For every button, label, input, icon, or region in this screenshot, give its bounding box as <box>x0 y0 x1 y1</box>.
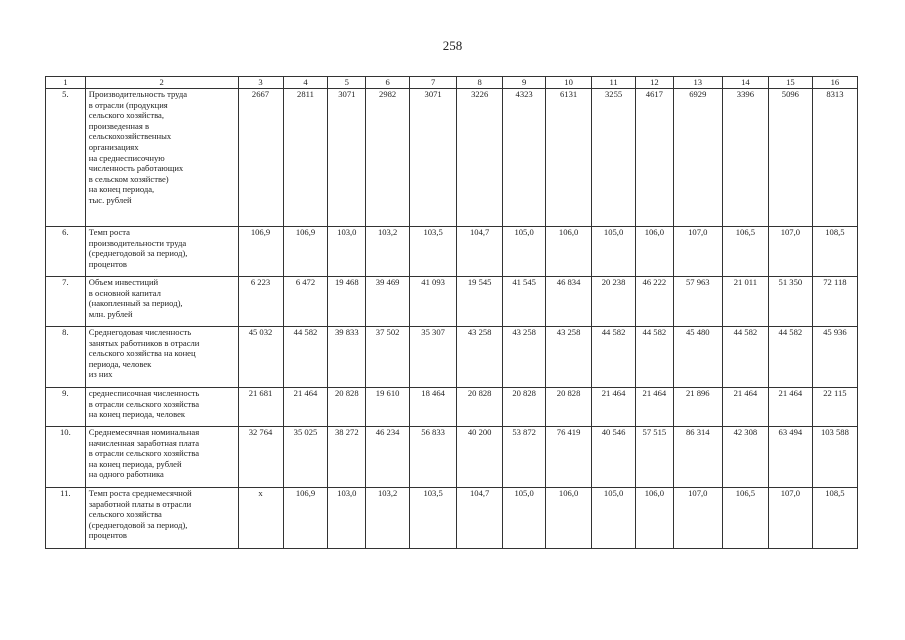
column-number: 16 <box>812 77 857 89</box>
value-cell: 21 681 <box>238 388 283 427</box>
value-cell: 76 419 <box>546 427 592 488</box>
row-number: 6. <box>46 227 86 277</box>
value-cell: 105,0 <box>592 227 636 277</box>
column-number: 15 <box>768 77 812 89</box>
indicator-name: Темп роста среднемесячной заработной платы в отрасли сельского хозяйства (среднегодовой за период), процентов <box>85 488 238 549</box>
value-cell: x <box>238 488 283 549</box>
value-cell: 20 828 <box>328 388 366 427</box>
value-cell: 38 272 <box>328 427 366 488</box>
value-cell: 32 764 <box>238 427 283 488</box>
value-cell: 2982 <box>366 89 410 227</box>
value-cell: 21 464 <box>283 388 328 427</box>
column-number: 5 <box>328 77 366 89</box>
value-cell: 35 307 <box>410 327 457 388</box>
value-cell: 107,0 <box>673 227 722 277</box>
row-number: 8. <box>46 327 86 388</box>
value-cell: 4617 <box>636 89 674 227</box>
value-cell: 2667 <box>238 89 283 227</box>
value-cell: 20 238 <box>592 277 636 327</box>
value-cell: 21 464 <box>722 388 768 427</box>
column-number: 7 <box>410 77 457 89</box>
value-cell: 19 545 <box>457 277 503 327</box>
row-number: 7. <box>46 277 86 327</box>
row-number: 10. <box>46 427 86 488</box>
value-cell: 8313 <box>812 89 857 227</box>
indicator-name: среднесписочная численность в отрасли сельского хозяйства на конец периода, человек <box>85 388 238 427</box>
column-number: 9 <box>503 77 546 89</box>
page-number: 258 <box>442 38 463 53</box>
column-number: 6 <box>366 77 410 89</box>
value-cell: 86 314 <box>673 427 722 488</box>
column-number: 14 <box>722 77 768 89</box>
value-cell: 44 582 <box>592 327 636 388</box>
value-cell: 44 582 <box>283 327 328 388</box>
value-cell: 44 582 <box>768 327 812 388</box>
table-row <box>46 488 858 549</box>
value-cell: 5096 <box>768 89 812 227</box>
value-cell: 43 258 <box>503 327 546 388</box>
value-cell: 104,7 <box>457 488 503 549</box>
value-cell: 41 545 <box>503 277 546 327</box>
value-cell: 103,0 <box>328 227 366 277</box>
indicator-name: Среднегодовая численность занятых работников в отрасли сельского хозяйства на конец периода, человек из них <box>85 327 238 388</box>
value-cell: 41 093 <box>410 277 457 327</box>
value-cell: 57 963 <box>673 277 722 327</box>
indicator-name: Среднемесячная номинальная начисленная заработная плата в отрасли сельского хозяйства на конец периода, рублей на одного работника <box>85 427 238 488</box>
column-number: 11 <box>592 77 636 89</box>
indicator-name: Производительность труда в отрасли (продукция сельского хозяйства, произведенная в сельскохозяйственных организациях на среднесписочную численность работающих в сельском хозяйстве) на конец периода, тыс. рублей <box>85 89 238 227</box>
table-row <box>46 227 858 277</box>
value-cell: 2811 <box>283 89 328 227</box>
column-number: 4 <box>283 77 328 89</box>
value-cell: 21 464 <box>592 388 636 427</box>
value-cell: 3255 <box>592 89 636 227</box>
value-cell: 106,9 <box>283 227 328 277</box>
row-number: 5. <box>46 89 86 227</box>
value-cell: 107,0 <box>768 488 812 549</box>
value-cell: 19 610 <box>366 388 410 427</box>
indicator-name: Темп роста производительности труда (среднегодовой за период), процентов <box>85 227 238 277</box>
column-number: 1 <box>46 77 86 89</box>
value-cell: 44 582 <box>722 327 768 388</box>
column-number-row <box>46 77 858 89</box>
value-cell: 108,5 <box>812 488 857 549</box>
value-cell: 106,0 <box>546 227 592 277</box>
column-number: 12 <box>636 77 674 89</box>
value-cell: 106,9 <box>283 488 328 549</box>
value-cell: 35 025 <box>283 427 328 488</box>
value-cell: 103,5 <box>410 227 457 277</box>
value-cell: 107,0 <box>673 488 722 549</box>
value-cell: 106,5 <box>722 227 768 277</box>
value-cell: 106,0 <box>546 488 592 549</box>
value-cell: 51 350 <box>768 277 812 327</box>
value-cell: 105,0 <box>503 488 546 549</box>
column-number: 10 <box>546 77 592 89</box>
value-cell: 106,5 <box>722 488 768 549</box>
value-cell: 20 828 <box>457 388 503 427</box>
value-cell: 103,5 <box>410 488 457 549</box>
value-cell: 18 464 <box>410 388 457 427</box>
value-cell: 103 588 <box>812 427 857 488</box>
column-number: 8 <box>457 77 503 89</box>
row-number: 9. <box>46 388 86 427</box>
column-number: 2 <box>85 77 238 89</box>
table-row <box>46 277 858 327</box>
value-cell: 21 464 <box>768 388 812 427</box>
table-row <box>46 327 858 388</box>
value-cell: 105,0 <box>592 488 636 549</box>
table-row <box>46 427 858 488</box>
row-number: 11. <box>46 488 86 549</box>
indicator-name: Объем инвестиций в основной капитал (накопленный за период), млн. рублей <box>85 277 238 327</box>
value-cell: 21 011 <box>722 277 768 327</box>
value-cell: 40 546 <box>592 427 636 488</box>
table-row <box>46 89 858 227</box>
value-cell: 46 222 <box>636 277 674 327</box>
table-row <box>46 388 858 427</box>
value-cell: 6 223 <box>238 277 283 327</box>
value-cell: 43 258 <box>457 327 503 388</box>
column-number: 3 <box>238 77 283 89</box>
value-cell: 63 494 <box>768 427 812 488</box>
value-cell: 105,0 <box>503 227 546 277</box>
value-cell: 37 502 <box>366 327 410 388</box>
value-cell: 107,0 <box>768 227 812 277</box>
value-cell: 53 872 <box>503 427 546 488</box>
value-cell: 103,2 <box>366 227 410 277</box>
value-cell: 106,0 <box>636 488 674 549</box>
value-cell: 45 480 <box>673 327 722 388</box>
value-cell: 39 469 <box>366 277 410 327</box>
value-cell: 72 118 <box>812 277 857 327</box>
value-cell: 21 896 <box>673 388 722 427</box>
value-cell: 3226 <box>457 89 503 227</box>
value-cell: 57 515 <box>636 427 674 488</box>
value-cell: 103,0 <box>328 488 366 549</box>
value-cell: 20 828 <box>503 388 546 427</box>
value-cell: 46 834 <box>546 277 592 327</box>
value-cell: 20 828 <box>546 388 592 427</box>
indicators-table <box>45 76 858 549</box>
value-cell: 45 032 <box>238 327 283 388</box>
value-cell: 56 833 <box>410 427 457 488</box>
value-cell: 44 582 <box>636 327 674 388</box>
value-cell: 106,9 <box>238 227 283 277</box>
value-cell: 40 200 <box>457 427 503 488</box>
value-cell: 103,2 <box>366 488 410 549</box>
value-cell: 3071 <box>328 89 366 227</box>
value-cell: 104,7 <box>457 227 503 277</box>
value-cell: 6 472 <box>283 277 328 327</box>
value-cell: 39 833 <box>328 327 366 388</box>
value-cell: 21 464 <box>636 388 674 427</box>
value-cell: 19 468 <box>328 277 366 327</box>
value-cell: 6131 <box>546 89 592 227</box>
value-cell: 4323 <box>503 89 546 227</box>
value-cell: 43 258 <box>546 327 592 388</box>
value-cell: 46 234 <box>366 427 410 488</box>
column-number: 13 <box>673 77 722 89</box>
value-cell: 42 308 <box>722 427 768 488</box>
value-cell: 3071 <box>410 89 457 227</box>
value-cell: 106,0 <box>636 227 674 277</box>
value-cell: 22 115 <box>812 388 857 427</box>
value-cell: 3396 <box>722 89 768 227</box>
value-cell: 108,5 <box>812 227 857 277</box>
value-cell: 45 936 <box>812 327 857 388</box>
value-cell: 6929 <box>673 89 722 227</box>
